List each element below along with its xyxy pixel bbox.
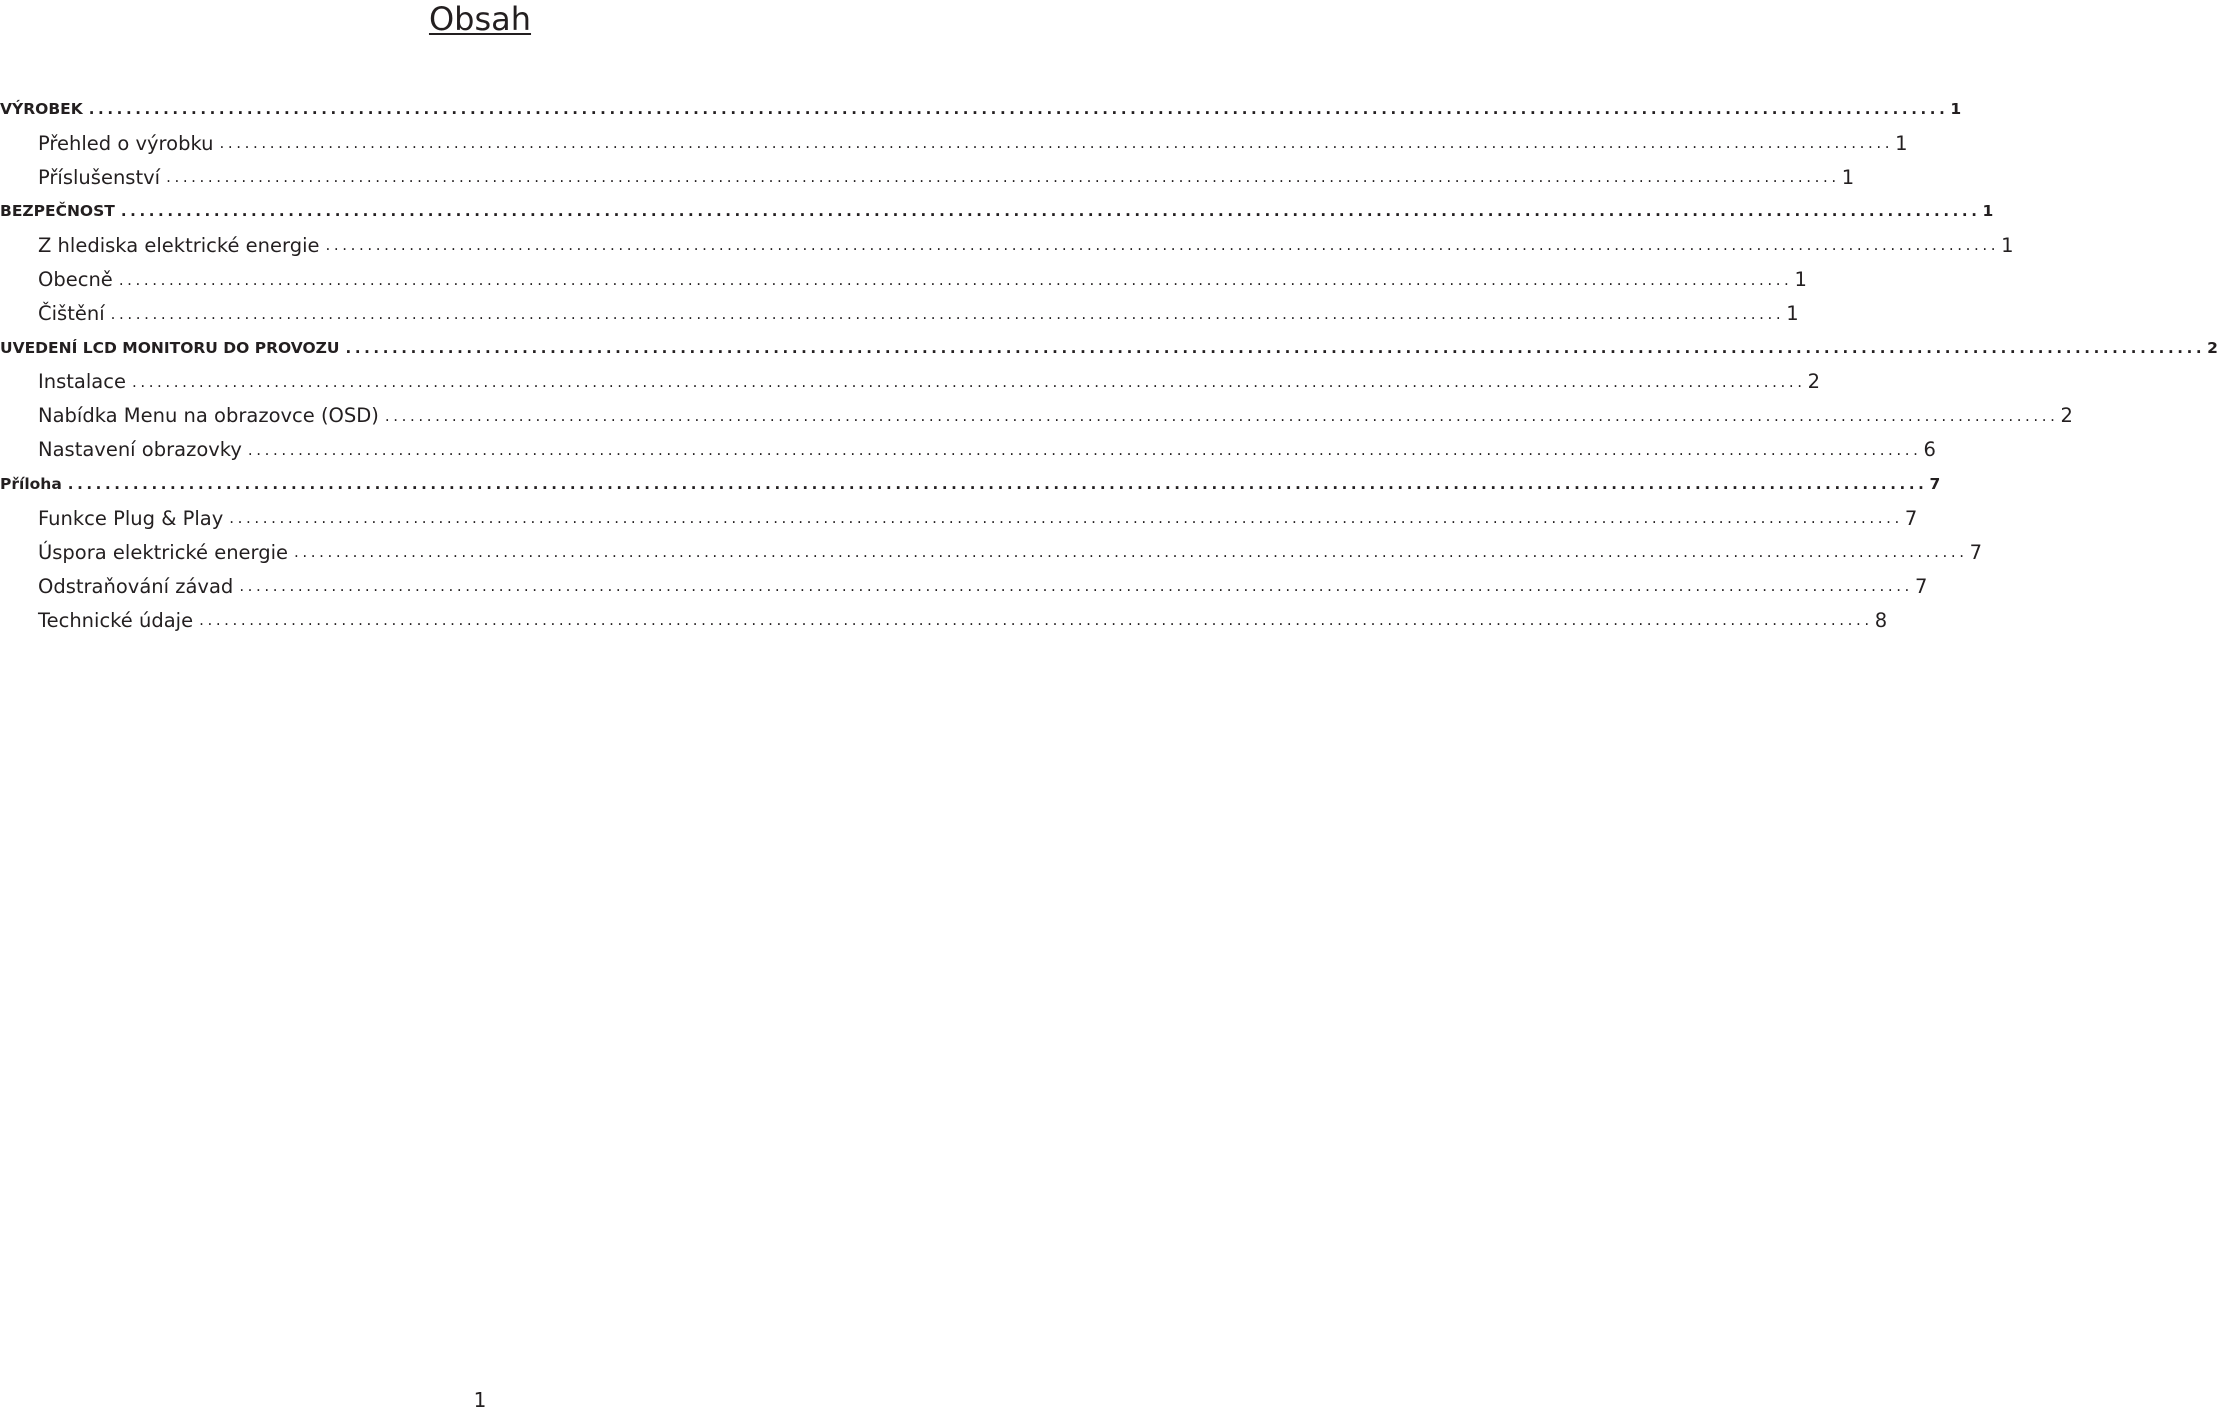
toc-entry-page: 1	[1786, 302, 1799, 326]
toc-entry-page: 7	[1969, 540, 1983, 564]
toc-entry[interactable]	[0, 399, 2073, 433]
toc-entry-page: 7	[1904, 506, 1918, 530]
toc-dot-leader: ........................................................................................................................................................................................................	[199, 611, 1873, 630]
toc-entry[interactable]	[0, 365, 1820, 399]
toc-entry-page: 1	[1950, 100, 1962, 119]
toc-entry-label: Úspora elektrické energie	[38, 540, 289, 564]
toc-dot-leader: ........................................................................................................................................................................................................	[166, 168, 1840, 187]
toc-dot-leader: ........................................................................................................................................................................................................	[88, 100, 1949, 119]
toc-dot-leader: ........................................................................................................................................................................................................	[120, 202, 1981, 221]
toc-entry-page: 7	[1929, 475, 1941, 494]
toc-dot-leader: ........................................................................................................................................................................................................	[229, 509, 1903, 528]
page-title: Obsah	[428, 0, 532, 38]
toc-dot-leader: ........................................................................................................................................................................................................	[118, 270, 1793, 289]
toc-entry-label: Přehled o výrobku	[38, 131, 214, 155]
toc-dot-leader: ........................................................................................................................................................................................................	[239, 577, 1913, 596]
toc-entry-page: 1	[1982, 202, 1994, 221]
toc-entry-page: 7	[1914, 574, 1928, 598]
table-of-contents	[0, 92, 2218, 638]
toc-dot-leader: ........................................................................................................................................................................................................	[384, 406, 2059, 425]
page-number: 1	[473, 1388, 487, 1412]
toc-entry-label: Funkce Plug & Play	[38, 506, 224, 530]
toc-entry-label: Z hlediska elektrické energie	[38, 233, 320, 257]
toc-entry[interactable]	[0, 603, 1888, 637]
toc-entry[interactable]	[0, 228, 2014, 262]
toc-entry[interactable]	[0, 535, 1983, 569]
toc-dot-leader: ........................................................................................................................................................................................................	[294, 543, 1968, 562]
toc-dot-leader: ........................................................................................................................................................................................................	[325, 236, 2000, 255]
toc-entry-page: 1	[1841, 165, 1855, 189]
toc-dot-leader: ........................................................................................................................................................................................................	[67, 475, 1928, 494]
toc-dot-leader: ........................................................................................................................................................................................................	[110, 304, 1785, 323]
toc-entry-label: Nastavení obrazovky	[38, 438, 242, 462]
toc-entry-page: 1	[1895, 131, 1908, 155]
toc-entry-page: 2	[2060, 404, 2073, 428]
toc-entry[interactable]	[0, 160, 1855, 194]
toc-entry-page: 1	[2001, 233, 2014, 257]
toc-entry-label: BEZPEČNOST	[0, 202, 115, 221]
toc-entry[interactable]	[0, 297, 1799, 331]
toc-dot-leader: ........................................................................................................................................................................................................	[219, 134, 1894, 153]
toc-entry-label: Příloha	[0, 475, 62, 494]
toc-dot-leader: ........................................................................................................................................................................................................	[247, 440, 1922, 459]
toc-dot-leader: ........................................................................................................................................................................................................	[131, 372, 1806, 391]
toc-entry[interactable]	[0, 331, 2218, 365]
toc-entry[interactable]	[0, 194, 1994, 228]
toc-entry[interactable]	[0, 569, 1928, 603]
toc-entry[interactable]	[0, 262, 1807, 296]
toc-entry-label: Příslušenství	[38, 165, 161, 189]
toc-entry-page: 1	[1794, 268, 1807, 292]
toc-entry-label: UVEDENÍ LCD MONITORU DO PROVOZU	[0, 338, 340, 357]
toc-entry-page: 2	[1807, 370, 1820, 394]
toc-entry-label: Čištění	[38, 302, 105, 326]
toc-entry[interactable]	[0, 433, 1936, 467]
toc-entry-label: Nabídka Menu na obrazovce (OSD)	[38, 404, 379, 428]
toc-entry-label: VÝROBEK	[0, 100, 83, 119]
toc-entry[interactable]	[0, 467, 1941, 501]
toc-entry-label: Odstraňování závad	[38, 574, 234, 598]
toc-entry-page: 8	[1874, 608, 1888, 632]
toc-entry-page: 6	[1923, 438, 1936, 462]
toc-entry-label: Obecně	[38, 268, 113, 292]
toc-entry-label: Technické údaje	[38, 608, 194, 632]
toc-entry[interactable]	[0, 92, 1962, 126]
toc-entry[interactable]	[0, 126, 1908, 160]
toc-entry-page: 2	[2207, 338, 2218, 357]
toc-dot-leader: ........................................................................................................................................................................................................	[345, 338, 2206, 357]
toc-entry[interactable]	[0, 501, 1918, 535]
toc-entry-label: Instalace	[38, 370, 126, 394]
